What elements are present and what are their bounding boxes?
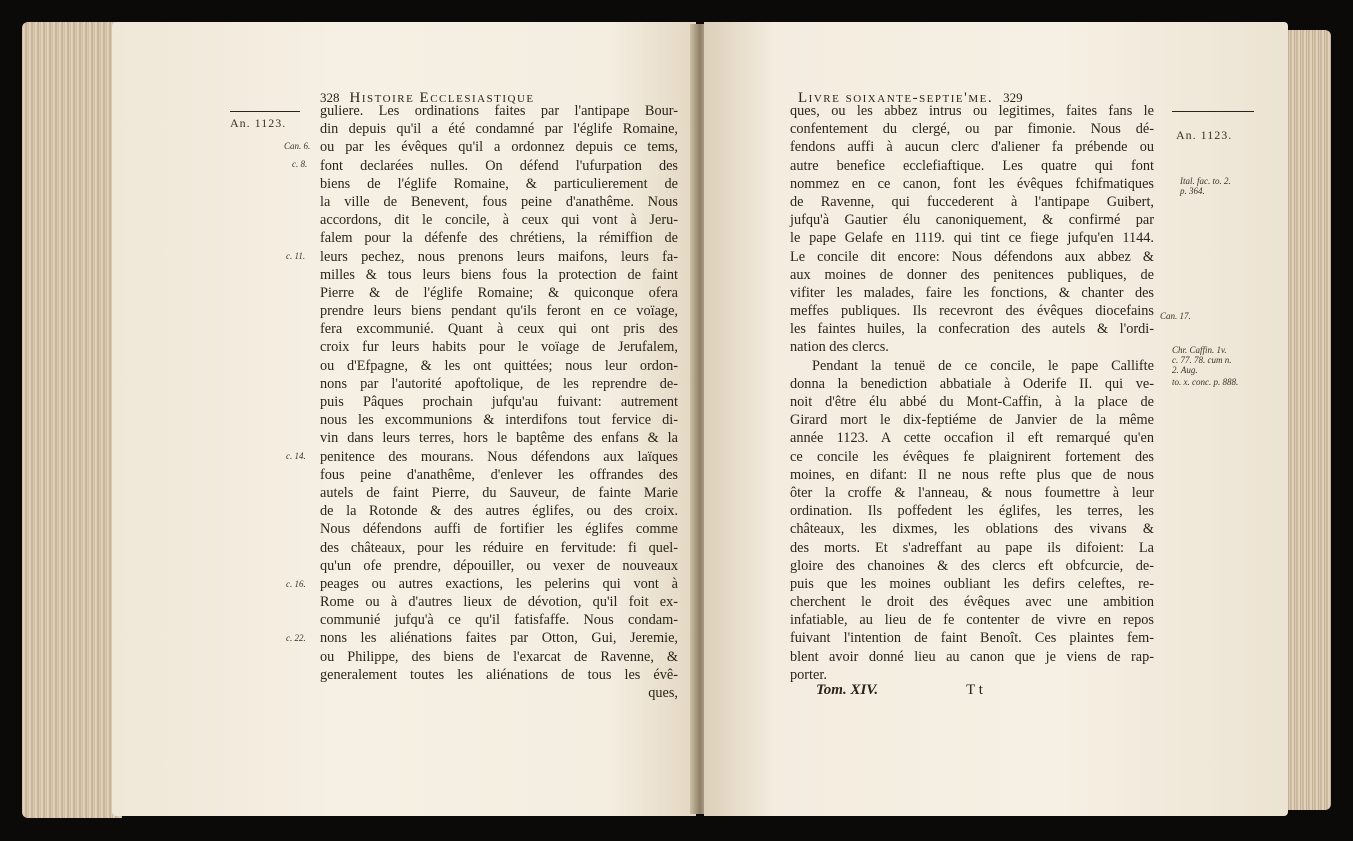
text-line: noit d'être élu abbé du Mont-Caffin, à la place de <box>790 394 1154 410</box>
text-line: moines, en difant: Il ne nous refte plus que de nous <box>790 466 1154 483</box>
right-year-label: An. 1123. <box>1176 128 1233 142</box>
right-body-text <box>790 102 1154 684</box>
text-line: Rome ou à d'autres lieux de dévotion, qu'il foit ex- <box>320 594 678 611</box>
text-line: nons les aliénations faites par Otton, Gui, Jeremie, <box>320 630 678 647</box>
text-line: biens de l'églife Romaine, & particulierement de <box>320 175 678 192</box>
text-line: des châteaux, pour les réduire en fervitude: fi quel- <box>320 539 678 556</box>
text-line: vin dans leurs terres, hors le baptême des enfans & la <box>320 430 678 447</box>
left-margin-note: Can. 6. <box>284 141 311 151</box>
text-line: de la Rotonde & des autres églifes, ou des croix. <box>320 503 678 520</box>
right-margin-note: Can. 17. <box>1160 311 1191 321</box>
text-line: Pendant la tenuë de ce concile, le pape Callifte <box>812 357 1154 374</box>
text-line: meffes publiques. Ils recevront des évêques diocefains <box>790 303 1154 320</box>
text-line: nons par l'autorité apoftolique, de les reprendre de- <box>320 375 678 392</box>
right-year-rule <box>1172 111 1254 112</box>
text-line: le pape Gelafe en 1119. qui tint ce fiege jufqu'en 1144. <box>790 230 1154 247</box>
right-margin-note: p. 364. <box>1180 186 1205 196</box>
text-line: des morts. Et s'adreffant au pape ils difoient: La <box>790 539 1154 556</box>
text-line: jufqu'à Gautier élu canoniquement, & confirmé par <box>790 212 1154 229</box>
left-page <box>112 22 696 816</box>
text-line: guliere. Les ordinations faites par l'antipape Bour- <box>320 103 678 119</box>
text-line: la ville de Benevent, fous peine d'anathême. Nous <box>320 193 678 210</box>
left-running-title: Histoire Ecclesiastique <box>349 90 535 106</box>
text-line: blent avoir donné lieu au canon que je viens de rap- <box>790 648 1154 665</box>
text-line: gloire des chanoines & des clercs eft obfcurcie, de- <box>790 557 1154 574</box>
text-line: fous peine d'anathême, d'enlever les offrandes des <box>320 466 678 483</box>
left-margin-note: c. 8. <box>292 159 308 169</box>
text-line: qu'un ofe prendre, dépouiller, ou vexer de nouveaux <box>320 557 678 574</box>
right-page-number: 329 <box>1003 90 1023 105</box>
text-line: fuivant l'intention de faint Benoît. Ces plaintes fem- <box>790 630 1154 647</box>
text-line: vifiter les malades, faire les fonctions, & chanter des <box>790 284 1154 301</box>
signature-mark: T t <box>966 682 983 698</box>
text-line: Pierre & de l'églife Romaine; & quiconque ofera <box>320 284 678 301</box>
text-line: nous les excommunions & interdifons tout fervice di- <box>320 412 678 429</box>
right-running-title: Livre soixante-septie'me. <box>798 90 994 106</box>
text-line: porter. <box>790 666 827 683</box>
text-line: ôter la croffe & l'anneau, & nous foumettre à leur <box>790 484 1154 501</box>
text-line: puis que les moines oubliant les defirs celeftes, re- <box>790 575 1154 592</box>
text-line: infatiable, au lieu de fe contenter de vivre en repos <box>790 612 1154 629</box>
text-line: prendre leurs biens pendant qu'ils feront en ce voïage, <box>320 303 678 320</box>
text-line: communié jufqu'à ce qu'il fatisfaffe. Nous condam- <box>320 612 678 629</box>
text-line: ordination. Ils poffedent les églifes, les terres, les <box>790 503 1154 520</box>
text-line: fera excommunié. Quant à ceux qui ont pris des <box>320 321 678 338</box>
right-page-edges <box>1283 30 1331 810</box>
left-year-label: An. 1123. <box>230 116 287 130</box>
text-line: leurs pechez, nous prenons leurs maifons, leurs fa- <box>320 248 678 265</box>
text-line: de Ravenne, qui fuccederent à l'antipape Guibert, <box>790 193 1154 210</box>
text-line: donna la benediction abbatiale à Oderife II. qui ve- <box>790 375 1154 392</box>
left-margin-note: c. 22. <box>286 633 306 643</box>
right-margin-note: to. x. conc. p. 888. <box>1172 377 1239 387</box>
catchword: ques, <box>648 685 678 701</box>
text-line: falem pour la défenfe des chrétiens, la rémiffion de <box>320 230 678 247</box>
left-margin-note: c. 16. <box>286 579 306 589</box>
right-page-footer <box>816 682 983 699</box>
right-margin-note: Ital. fac. to. 2. <box>1180 176 1231 186</box>
left-year-rule <box>230 111 300 112</box>
left-margin-note: c. 11. <box>286 251 306 261</box>
text-line: châteaux, les dixmes, les oblations des vivans & <box>790 521 1154 538</box>
text-line: cherchent le droit des évêques avec une ambition <box>790 594 1154 611</box>
text-line: milles & tous leurs biens fous la protection de faint <box>320 266 678 283</box>
text-line: ou Philippe, des biens de l'exarcat de Ravenne, & <box>320 648 678 665</box>
right-margin-note: 2. Aug. <box>1172 365 1198 375</box>
left-margin-note: c. 14. <box>286 451 306 461</box>
text-line: fendons auffi à aucun clerc d'aliener fa prébende ou <box>790 139 1154 156</box>
left-page-number: 328 <box>320 90 340 105</box>
text-line: Le concile dit encore: Nous défendons aux abbez & <box>790 248 1154 265</box>
text-line: puis Pâques prochain jufqu'au fuivant: autrement <box>320 394 678 410</box>
right-margin-note: c. 77. 78. cum n. <box>1172 355 1232 365</box>
text-line: penitence des mourans. Nous défendons aux laïques <box>320 448 678 465</box>
text-line: année 1123. A cette occafion il eft remarqué qu'en <box>790 430 1154 447</box>
text-line: peages ou autres exactions, les pelerins qui vont à <box>320 575 678 592</box>
left-body-text <box>320 102 678 702</box>
text-line: nation des clercs. <box>790 339 889 356</box>
text-line: croix fur leurs habits pour le voïage de Jerufalem, <box>320 339 678 356</box>
text-line: ou par les évêques qu'il a ordonnez depuis ce tems, <box>320 139 678 156</box>
text-line: confentement du clergé, ou par fimonie. Nous dé- <box>790 121 1154 138</box>
text-line: Girard mort le dix-feptiéme de Janvier de la même <box>790 412 1154 429</box>
text-line: generalement toutes les aliénations de tous les évê- <box>320 666 678 683</box>
text-line: ques, ou les abbez intrus ou legitimes, faites fans le <box>790 103 1154 119</box>
text-line: autre benefice ecclefiaftique. Les quatre qui font <box>790 157 1154 174</box>
text-line: nommez en ce canon, font les évêques fchifmatiques <box>790 175 1154 192</box>
right-margin-note: Chr. Caffin. 1v. <box>1172 345 1227 355</box>
text-line: les faintes huiles, la confecration des autels & l'ordi- <box>790 321 1154 338</box>
text-line: Nous défendons auffi de fortifier les églifes comme <box>320 521 678 538</box>
text-line: ce concile les évêques fe plaignirent fortement des <box>790 448 1154 465</box>
text-line: autels de faint Pierre, du Sauveur, de fainte Marie <box>320 484 678 501</box>
right-page <box>704 22 1288 816</box>
text-line: aux moines de donner des penitences publiques, de <box>790 266 1154 283</box>
tome-label: Tom. XIV. <box>816 682 879 698</box>
text-line: ou d'Efpagne, & les ont quittées; nous leur ordon- <box>320 357 678 374</box>
text-line: din depuis qu'il a été condamné par l'églife Romaine, <box>320 121 678 138</box>
text-line: accordons, dit le concile, à ceux qui vont à Jeru- <box>320 212 678 229</box>
text-line: font declarées nulles. On défend l'ufurpation des <box>320 157 678 174</box>
left-page-edges <box>22 22 122 818</box>
